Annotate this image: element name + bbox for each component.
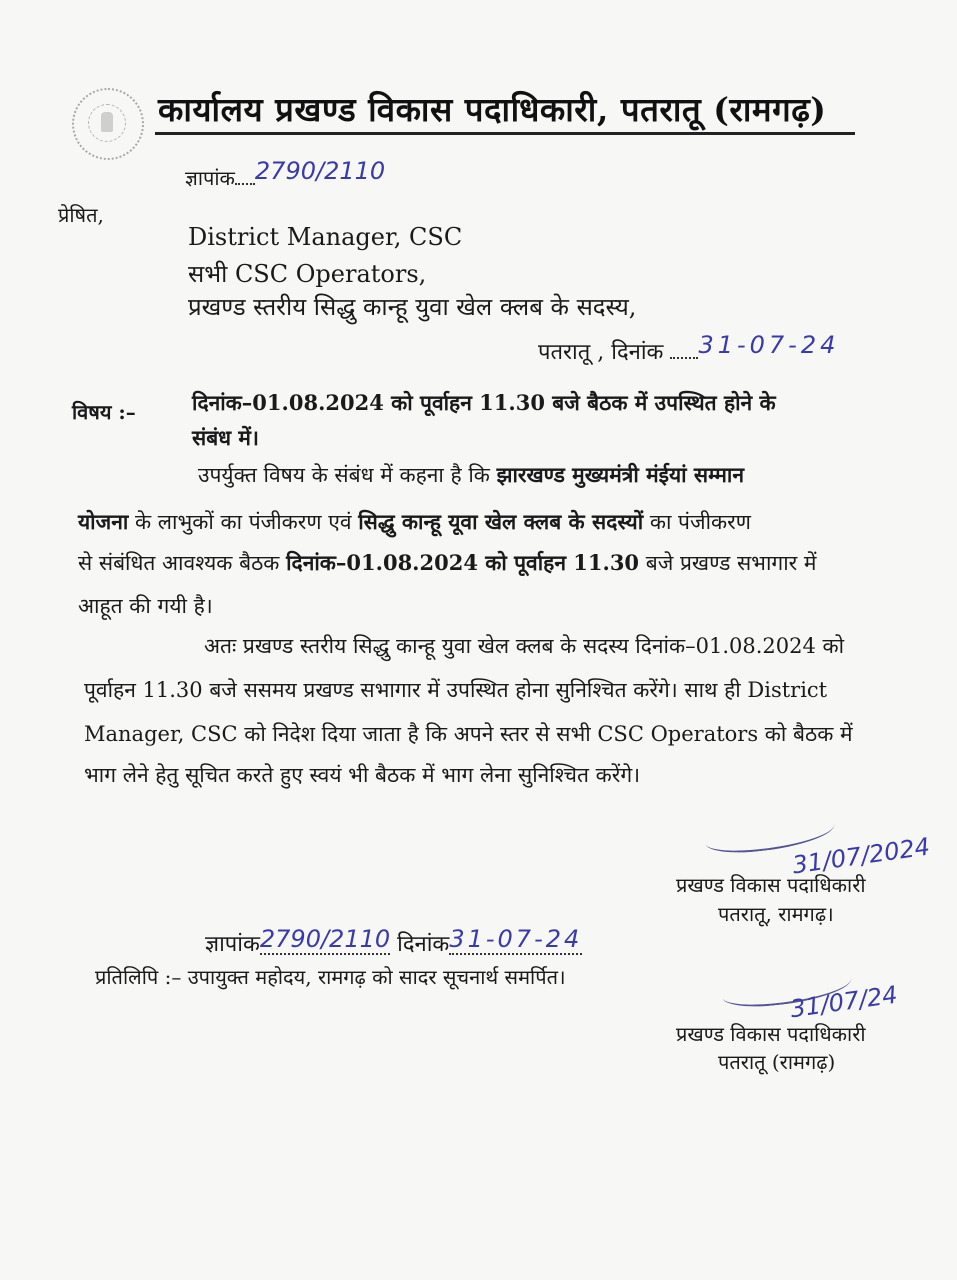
para1-text: का पंजीकरण — [643, 510, 751, 534]
para2-line-3: Manager, CSC को निदेश दिया जाता है कि अपने स्तर से सभी CSC Operators को बैठक में — [84, 722, 853, 746]
letter-number-label: ज्ञापांक — [185, 166, 235, 190]
copy-date-value: 31-07-24 — [449, 925, 583, 953]
subject-line-1: दिनांक–01.08.2024 को पूर्वाहन 11.30 बजे बैठक में उपस्थित होने के — [192, 390, 776, 415]
letter-number-value: 2790/2110 — [254, 157, 386, 185]
signatory-1-place: पतरातू, रामगढ़। — [718, 902, 834, 926]
signatory-1-designation: प्रखण्ड विकास पदाधिकारी — [676, 873, 866, 897]
copy-memo-label: ज्ञापांक — [205, 932, 260, 957]
subject-label: विषय :– — [72, 400, 136, 424]
para1-line-1 — [198, 464, 744, 486]
recipient-1: District Manager, CSC — [188, 223, 463, 251]
meeting-datetime: दिनांक–01.08.2024 को पूर्वाहन 11.30 — [286, 550, 640, 575]
copy-to-line: प्रतिलिपि :– उपायुक्त महोदय, रामगढ़ को सादर सूचनार्थ समर्पित। — [95, 965, 566, 989]
signatory-2-designation: प्रखण्ड विकास पदाधिकारी — [676, 1022, 866, 1046]
header-underline — [155, 132, 855, 135]
para2-line-4: भाग लेने हेतु सूचित करते हुए स्वयं भी बैठक में भाग लेना सुनिश्चित करेंगे। — [84, 763, 641, 787]
signatory-2-place: पतरातू (रामगढ़) — [718, 1050, 836, 1074]
para1-text: उपर्युक्त विषय के संबंध में कहना है कि — [198, 463, 497, 487]
copy-memo-value: 2790/2110 — [259, 925, 391, 953]
para1-text: से संबंधित आवश्यक बैठक — [78, 551, 287, 575]
para2-line-1: अतः प्रखण्ड स्तरीय सिद्धु कान्हू युवा खेल क्लब के सदस्य दिनांक–01.08.2024 को — [204, 634, 845, 658]
letter-number — [185, 157, 386, 191]
para1-line-3 — [78, 552, 816, 574]
copy-date-label: दिनांक — [397, 932, 450, 957]
signature-1-date: 31/07/2024 — [790, 832, 932, 880]
copy-memo — [205, 925, 583, 958]
subject-line-2: संबंध में। — [192, 425, 259, 450]
para1-line-2 — [78, 511, 751, 533]
to-label: प्रेषित, — [58, 203, 104, 227]
government-seal-icon — [72, 88, 144, 160]
office-title: कार्यालय प्रखण्ड विकास पदाधिकारी, पतरातू (रामगढ़) — [158, 90, 827, 129]
recipient-2: सभी CSC Operators, — [188, 260, 427, 288]
place-date — [538, 331, 840, 366]
recipient-3: प्रखण्ड स्तरीय सिद्धु कान्हू युवा खेल क्लब के सदस्य, — [188, 293, 637, 321]
scheme-name-end: योजना — [78, 509, 129, 534]
para1-line-4: आहूत की गयी है। — [78, 594, 213, 618]
place-date-label: पतरातू , दिनांक — [538, 340, 664, 365]
para2-line-2: पूर्वाहन 11.30 बजे ससमय प्रखण्ड सभागार में उपस्थित होना सुनिश्चित करेंगे। साथ ही District — [84, 678, 828, 702]
scheme-name: झारखण्ड मुख्यमंत्री मंईयां सम्मान — [496, 462, 745, 487]
place-date-value: 31-07-24 — [698, 331, 840, 359]
signature-2-date: 31/07/24 — [788, 980, 900, 1024]
para1-text: के लाभुकों का पंजीकरण एवं — [128, 510, 359, 534]
club-members: सिद्धु कान्हू यूवा खेल क्लब के सदस्यों — [358, 509, 644, 534]
para1-text: बजे प्रखण्ड सभागार में — [639, 551, 817, 575]
